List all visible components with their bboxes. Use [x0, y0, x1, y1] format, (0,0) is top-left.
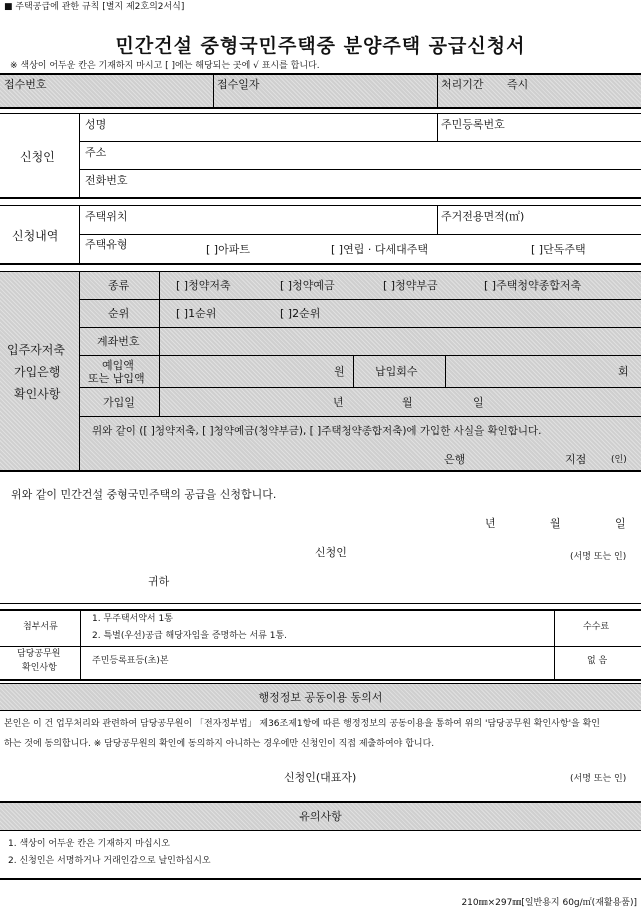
- divider: [0, 205, 641, 206]
- divider: [80, 169, 641, 170]
- consent-text-line-1: 본인은 이 건 업무처리와 관련하여 담당공무원이 「전자정부법」 제36조제1항에 따른 행정정보의 공동이용을 통하여 위의 '담당공무원 확인사항'을 확인: [4, 719, 600, 729]
- note-item-2: 2. 신청인은 서명하거나 거래인감으로 날인하십시오: [8, 856, 211, 866]
- applicant-section-label: 신청인: [20, 150, 55, 164]
- divider: [0, 271, 641, 272]
- form-reference: ■ 주택공급에 관한 규칙 [별지 제2호의2서식]: [4, 2, 185, 12]
- won-unit: 원: [334, 365, 345, 378]
- divider: [0, 609, 641, 611]
- consent-title: 행정정보 공동이용 동의서: [258, 691, 383, 704]
- processing-period-value: 즉시: [507, 78, 529, 91]
- bank-confirmation-text: 위와 같이 ([ ]청약저축, [ ]청약예금(청약부금), [ ]주택청약종합저축)에 가입한 사실을 확인합니다.: [92, 425, 542, 437]
- divider: [0, 113, 641, 114]
- divider: [0, 197, 641, 199]
- divider: [0, 830, 641, 831]
- bank-seal: (인): [611, 455, 627, 465]
- form-title: 민간건설 중형국민주택중 분양주택 공급신청서: [115, 35, 526, 57]
- declaration-year: 년: [485, 517, 496, 530]
- divider: [159, 271, 160, 416]
- comprehensive-savings-checkbox[interactable]: [ ]주택청약종합저축: [484, 279, 582, 292]
- fee-label: 수수료: [583, 622, 610, 632]
- declaration-day: 일: [615, 517, 626, 530]
- divider: [0, 679, 641, 681]
- divider: [79, 271, 80, 471]
- bank-section-label-2: 가입은행: [14, 365, 61, 379]
- divider: [80, 416, 641, 417]
- officer-check-item: 주민등록표등(초)본: [92, 656, 169, 666]
- consent-sign-hint[interactable]: (서명 또는 인): [570, 774, 627, 784]
- attachment-item-1: 1. 무주택서약서 1통: [92, 614, 173, 624]
- join-date-label: 가입일: [103, 396, 135, 409]
- savings-kind-label: 종류: [108, 279, 130, 292]
- branch-unit: 지점: [565, 453, 587, 466]
- resident-number-field-label[interactable]: 주민등록번호: [441, 118, 505, 131]
- divider: [80, 327, 641, 328]
- account-number-label: 계좌번호: [97, 335, 140, 348]
- divider: [0, 603, 641, 604]
- deposit-amount-label-2: 또는 납입액: [88, 372, 145, 385]
- divider: [80, 387, 641, 388]
- divider: [80, 610, 81, 680]
- bank-section-label-1: 입주자저축: [7, 343, 65, 357]
- bank-section-bg: [0, 271, 641, 471]
- subscription-installment-checkbox[interactable]: [ ]청약부금: [383, 279, 438, 292]
- join-month-unit: 월: [402, 396, 413, 409]
- divider: [80, 141, 641, 142]
- divider: [0, 263, 641, 265]
- name-field-label[interactable]: 성명: [85, 118, 107, 131]
- attachments-label: 첨부서류: [23, 622, 58, 632]
- bank-name-unit: 은행: [444, 453, 466, 466]
- house-location-field-label[interactable]: 주택위치: [85, 210, 128, 223]
- exclusive-area-field-label[interactable]: 주거전용면적(㎡): [441, 210, 525, 223]
- divider: [554, 610, 555, 680]
- phone-field-label[interactable]: 전화번호: [85, 174, 128, 187]
- divider: [0, 801, 641, 803]
- bank-section-label-3: 확인사항: [14, 387, 61, 401]
- divider: [0, 73, 641, 75]
- row-house-checkbox[interactable]: [ ]연립 · 다세대주택: [331, 243, 428, 256]
- receipt-number-label: 접수번호: [4, 78, 47, 91]
- processing-period-label: 처리기간: [441, 78, 484, 91]
- paper-spec: 210㎜×297㎜[일반용지 60g/㎡(재활용품)]: [461, 898, 637, 908]
- note-item-1: 1. 색상이 어두운 칸은 기재하지 마십시오: [8, 839, 170, 849]
- details-section-label: 신청내역: [12, 229, 59, 243]
- divider: [79, 113, 80, 198]
- receipt-date-label: 접수일자: [217, 78, 260, 91]
- officer-check-label-1: 담당공무원: [17, 649, 61, 659]
- divider: [0, 878, 641, 880]
- divider: [437, 205, 438, 234]
- officer-check-label-2: 확인사항: [22, 663, 57, 673]
- divider: [0, 683, 641, 684]
- divider: [353, 356, 354, 387]
- divider: [0, 646, 641, 647]
- receipt-row-bg: [0, 73, 641, 108]
- address-field-label[interactable]: 주소: [85, 146, 107, 159]
- divider: [80, 299, 641, 300]
- notes-title: 유의사항: [299, 810, 342, 823]
- declaration-month: 월: [550, 517, 561, 530]
- rank-label: 순위: [108, 307, 130, 320]
- join-day-unit: 일: [473, 396, 484, 409]
- divider: [0, 107, 641, 109]
- consent-signer-label: 신청인(대표자): [284, 771, 357, 784]
- declaration-text: 위와 같이 민간건설 중형국민주택의 공급을 신청합니다.: [11, 488, 277, 501]
- divider: [445, 356, 446, 387]
- divider: [0, 710, 641, 711]
- attachment-item-2: 2. 특별(우선)공급 해당자임을 증명하는 서류 1통.: [92, 631, 287, 641]
- form-instruction: ※ 색상이 어두운 칸은 기재하지 마시고 [ ]에는 해당되는 곳에 √ 표시를 합니다.: [10, 61, 320, 71]
- join-year-unit: 년: [333, 396, 344, 409]
- subscription-deposit-checkbox[interactable]: [ ]청약예금: [280, 279, 335, 292]
- divider: [213, 74, 214, 108]
- divider: [437, 74, 438, 108]
- divider: [437, 113, 438, 141]
- deposit-amount-label-1: 예입액: [102, 359, 134, 372]
- declaration-applicant-label: 신청인: [315, 546, 347, 559]
- divider: [80, 234, 641, 235]
- first-rank-checkbox[interactable]: [ ]1순위: [176, 307, 217, 320]
- divider: [0, 470, 641, 472]
- addressee-suffix: 귀하: [148, 575, 170, 588]
- detached-house-checkbox[interactable]: [ ]단독주택: [531, 243, 586, 256]
- times-unit: 회: [618, 365, 629, 378]
- declaration-sign-hint[interactable]: (서명 또는 인): [570, 552, 627, 562]
- payment-count-label: 납입회수: [375, 365, 418, 378]
- house-type-label: 주택유형: [85, 238, 128, 251]
- divider: [80, 355, 641, 356]
- apartment-checkbox[interactable]: [ ]아파트: [206, 243, 250, 256]
- fee-value: 없 음: [587, 656, 608, 666]
- consent-text-line-2: 하는 것에 동의합니다. ※ 담당공무원의 확인에 동의하지 아니하는 경우에만 신청인이 직접 제출하여야 합니다.: [4, 739, 435, 749]
- subscription-savings-checkbox[interactable]: [ ]청약저축: [176, 279, 231, 292]
- second-rank-checkbox[interactable]: [ ]2순위: [280, 307, 321, 320]
